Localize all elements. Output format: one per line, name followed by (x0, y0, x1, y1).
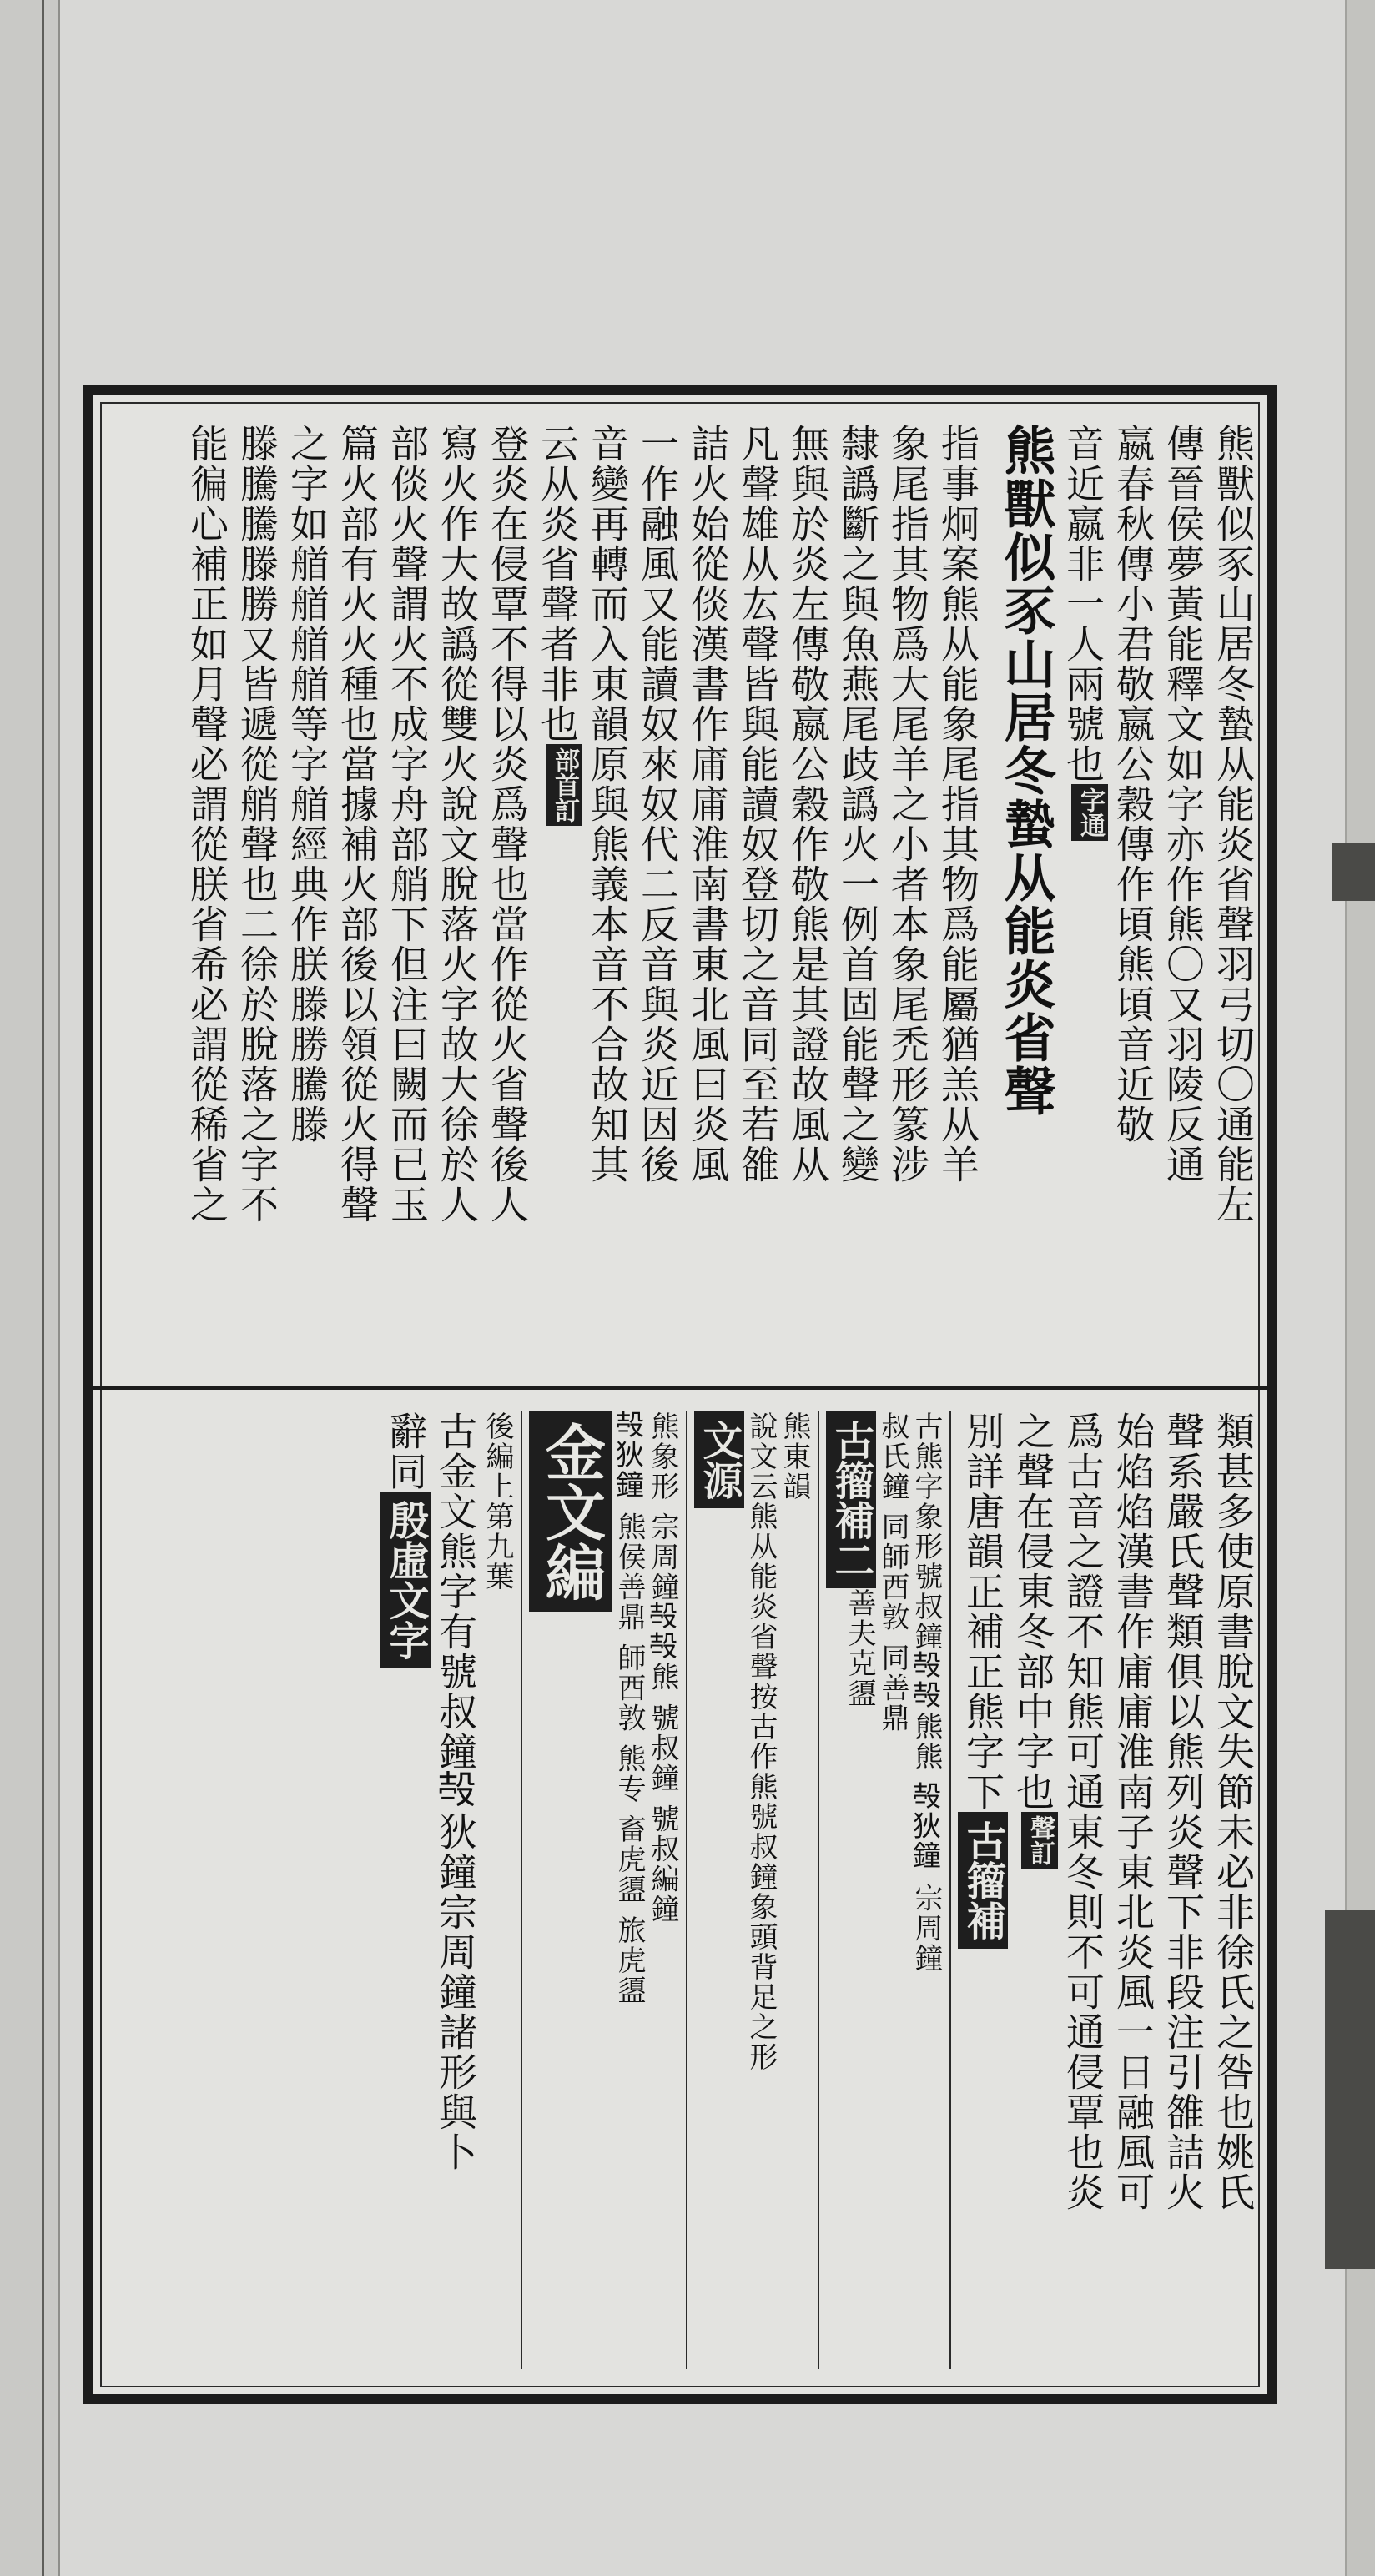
column-with-label (826, 1411, 876, 2369)
text-column: 之聲在侵東冬部中字也 (1010, 1411, 1055, 1812)
inscription-caption: 𣪊狄鐘 熊侯善鼎 師酉敦 熊专 畜虎盨 旅虎盨 (612, 1411, 646, 2006)
gutter-line (42, 0, 44, 2576)
label-shengding: 聲訂 (1021, 1812, 1058, 1869)
column-with-label (380, 1411, 431, 2369)
column-rule (818, 1411, 819, 2369)
text-frame (83, 385, 1277, 2404)
text-column: 之字如艏艏艏艏等字艏經典作朕滕勝騰滕 (285, 424, 330, 1145)
text-column: 音近嬴非一人兩號也 (1060, 424, 1106, 784)
text-column: 聲系嚴氏聲類俱以熊列炎聲下非段注引雒詰火 (1161, 1411, 1206, 2212)
text-column: 登炎在侵覃不得以炎爲聲也當作從火省聲後人 (485, 424, 530, 1225)
text-column: 爲古音之證不知熊可通東冬則不可通侵覃也炎 (1060, 1411, 1106, 2212)
text-column: 音變再轉而入東韻原與熊義本音不合故知其 (585, 424, 630, 1185)
column-with-label (958, 1411, 1008, 2369)
stamp-wenyuan: 文源 (694, 1411, 744, 1508)
column-with-label (1058, 424, 1108, 1365)
text-column: 說文云熊从能炎省聲按古作熊號叔鐘象頭背足之形 (744, 1411, 778, 2072)
text-column: 隸譌斷之與魚燕尾歧譌火一例首固能聲之變 (835, 424, 880, 1185)
text-column: 滕騰騰滕勝又皆遞從艄聲也二徐於脫落之字不 (234, 424, 280, 1225)
column-with-label (532, 424, 582, 1365)
inscription-caption: 熊象形 宗周鐘𣪊𣪊熊 號叔鐘 號叔編鐘 (646, 1411, 679, 1924)
section-divider (93, 1386, 1267, 1390)
text-column: 凡聲雄从厷聲皆與能讀奴登切之音同至若雒 (735, 424, 780, 1185)
page-tab-marker (1332, 843, 1375, 901)
text-column: 篇火部有火火種也當據補火部後以領從火得聲 (335, 424, 380, 1225)
inscription-caption: 後編上第九葉 (481, 1411, 514, 1592)
stamp-jinwenbian: 金文編 (529, 1411, 612, 1612)
text-column: 別詳唐韻正補正熊字下 (960, 1411, 1005, 1812)
column-rule (686, 1411, 688, 2369)
column-rule (949, 1411, 951, 2369)
text-column: 辭同 (383, 1411, 428, 1492)
label-bushou: 部首訂 (546, 744, 582, 826)
page-tab-marker (1325, 1910, 1375, 2269)
inscription-caption: 叔氏鐘 同師酉敦 同善鼎 (876, 1411, 909, 1733)
upper-section (102, 424, 1258, 1365)
inscription-caption: 古熊字象形號叔鐘𣪊𣪊熊熊 𣪊狄鐘 宗周鐘 (909, 1411, 943, 1974)
text-column: 傳晉侯夢黃能釋文如字亦作熊〇又羽陵反通 (1161, 424, 1206, 1185)
text-column: 詰火始從倓漢書作庯庯淮南書東北風曰炎風 (685, 424, 730, 1185)
label-zitong: 字通 (1071, 784, 1108, 841)
text-column: 始焰焰漢書作庯庯淮南子東北炎風一日融風可 (1111, 1411, 1156, 2212)
inscription-caption: 善夫克盨 (843, 1588, 876, 1708)
column-with-label (1008, 1411, 1058, 2369)
text-column: 類甚多使原書脫文失節未必非徐氏之咎也姚氏 (1211, 1411, 1256, 2212)
text-column: 象尾指其物爲大尾羊之小者本象尾禿形篆涉 (885, 424, 930, 1185)
text-column: 古金文熊字有號叔鐘𣪊狄鐘宗周鐘諸形與卜 (433, 1411, 478, 2172)
stamp-guzhoubu-2: 古籀補二 (826, 1411, 876, 1588)
book-gutter (0, 0, 60, 2576)
text-column: 寫火作大故譌從雙火說文脫落火字故大徐於人 (435, 424, 480, 1225)
column-rule (521, 1411, 522, 2369)
text-column: 無與於炎左傳敬嬴公穀作敬熊是其證故風从 (785, 424, 830, 1185)
text-column: 嬴春秋傳小君敬嬴公穀傳作頃熊頃音近敬 (1111, 424, 1156, 1145)
text-column: 部倓火聲謂火不成字舟部艄下但注曰闕而已玉 (385, 424, 430, 1225)
text-column: 熊獸似豕山居冬蟄从能炎省聲羽弓切〇通能左 (1211, 424, 1256, 1225)
stamp-guzhoubu: 古籀補 (958, 1812, 1008, 1949)
lower-section (102, 1411, 1258, 2369)
text-column: 一作融風又能讀奴來奴代二反音與炎近因後 (635, 424, 680, 1185)
text-column: 能徧心補正如月聲必謂從朕省希必謂從稀省之 (184, 424, 229, 1225)
text-column: 指事炯案熊从能象尾指其物爲能屬猶羔从羊 (935, 424, 980, 1185)
label-yinxu: 殷虛文字 (380, 1492, 431, 1668)
inscription-caption: 熊東韻 (778, 1411, 811, 1502)
text-column: 云从炎省聲者非也 (535, 424, 580, 744)
entry-headword: 熊獸似豕山居冬蟄从能炎省聲 (995, 424, 1056, 1118)
